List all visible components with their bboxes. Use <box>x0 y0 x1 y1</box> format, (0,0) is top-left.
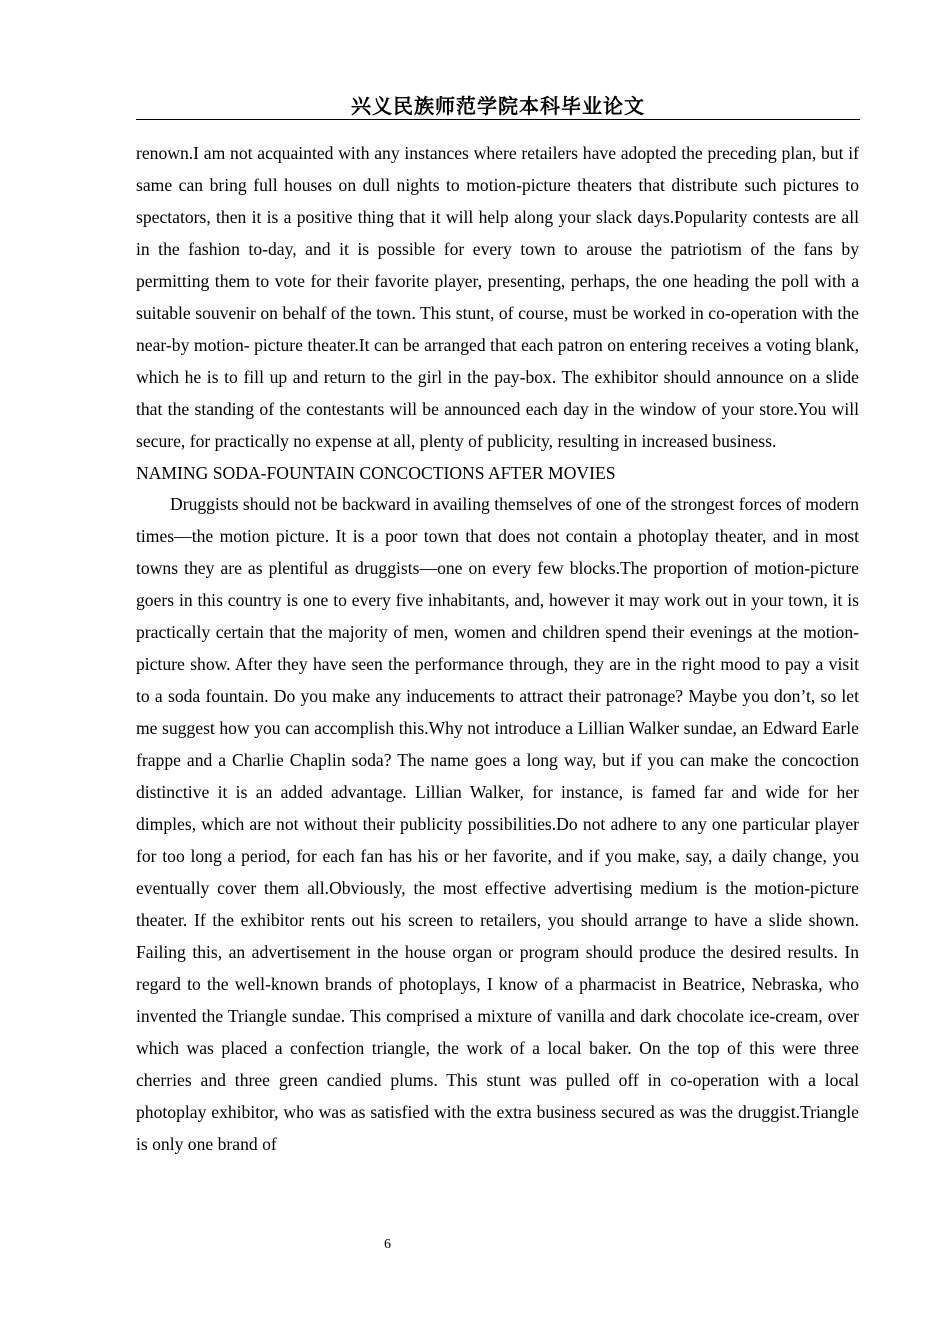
page-number: 6 <box>384 1237 391 1252</box>
body-text <box>136 138 859 1161</box>
page-header-title: 兴义民族师范学院本科毕业论文 <box>351 94 645 118</box>
paragraph-continued: renown.I am not acquainted with any instances where retailers have adopted the preceding plan, but if same can bring full houses on dull nights to motion-picture theaters that distribute such pictures to spectators, then it is a positive thing that it will help along your slack days.Popularity contests are all in the fashion to-day, and it is possible for every town to arouse the patriotism of the fans by permitting them to vote for their favorite player, presenting, perhaps, the one heading the poll with a suitable souvenir on behalf of the town. This stunt, of course, must be worked in co-operation with the near-by motion- picture theater.It can be arranged that each patron on entering receives a voting blank, which he is to fill up and return to the girl in the pay-box. The exhibitor should announce on a slide that the standing of the contestants will be announced each day in the window of your store.You will secure, for practically no expense at all, plenty of publicity, resulting in increased business. <box>136 143 859 451</box>
header-divider <box>136 119 860 120</box>
paragraph-body: Druggists should not be backward in availing themselves of one of the strongest forces of modern times—the motion picture. It is a poor town that does not contain a photoplay theater, and in most towns they are as plentiful as druggists—one on every few blocks.The proportion of motion-picture goers in this country is one to every five inhabitants, and, however it may work out in your town, it is practically certain that the majority of men, women and children spend their evenings at the motion-picture show. After they have seen the performance through, they are in the right mood to pay a visit to a soda fountain. Do you make any inducements to attract their patronage? Maybe you don’t, so let me suggest how you can accomplish this.Why not introduce a Lillian Walker sundae, an Edward Earle frappe and a Charlie Chaplin soda? The name goes a long way, but if you can make the concoction distinctive it is an added advantage. Lillian Walker, for instance, is famed far and wide for her dimples, which are not without their publicity possibilities.Do not adhere to any one particular player for too long a period, for each fan has his or her favorite, and if you make, say, a daily change, you eventually cover them all.Obviously, the most effective advertising medium is the motion-picture theater. If the exhibitor rents out his screen to retailers, you should arrange to have a slide shown. Failing this, an advertisement in the house organ or program should produce the desired results. In regard to the well-known brands of photoplays, I know of a pharmacist in Beatrice, Nebraska, who invented the Triangle sundae. This comprised a mixture of vanilla and dark chocolate ice-cream, over which was placed a confection triangle, the work of a local baker. On the top of this were three cherries and three green candied plums. This stunt was pulled off in co-operation with a local photoplay exhibitor, who was as satisfied with the extra business secured as was the druggist.Triangle is only one brand of <box>136 494 859 1154</box>
section-heading: NAMING SODA-FOUNTAIN CONCOCTIONS AFTER MOVIES <box>136 462 616 483</box>
